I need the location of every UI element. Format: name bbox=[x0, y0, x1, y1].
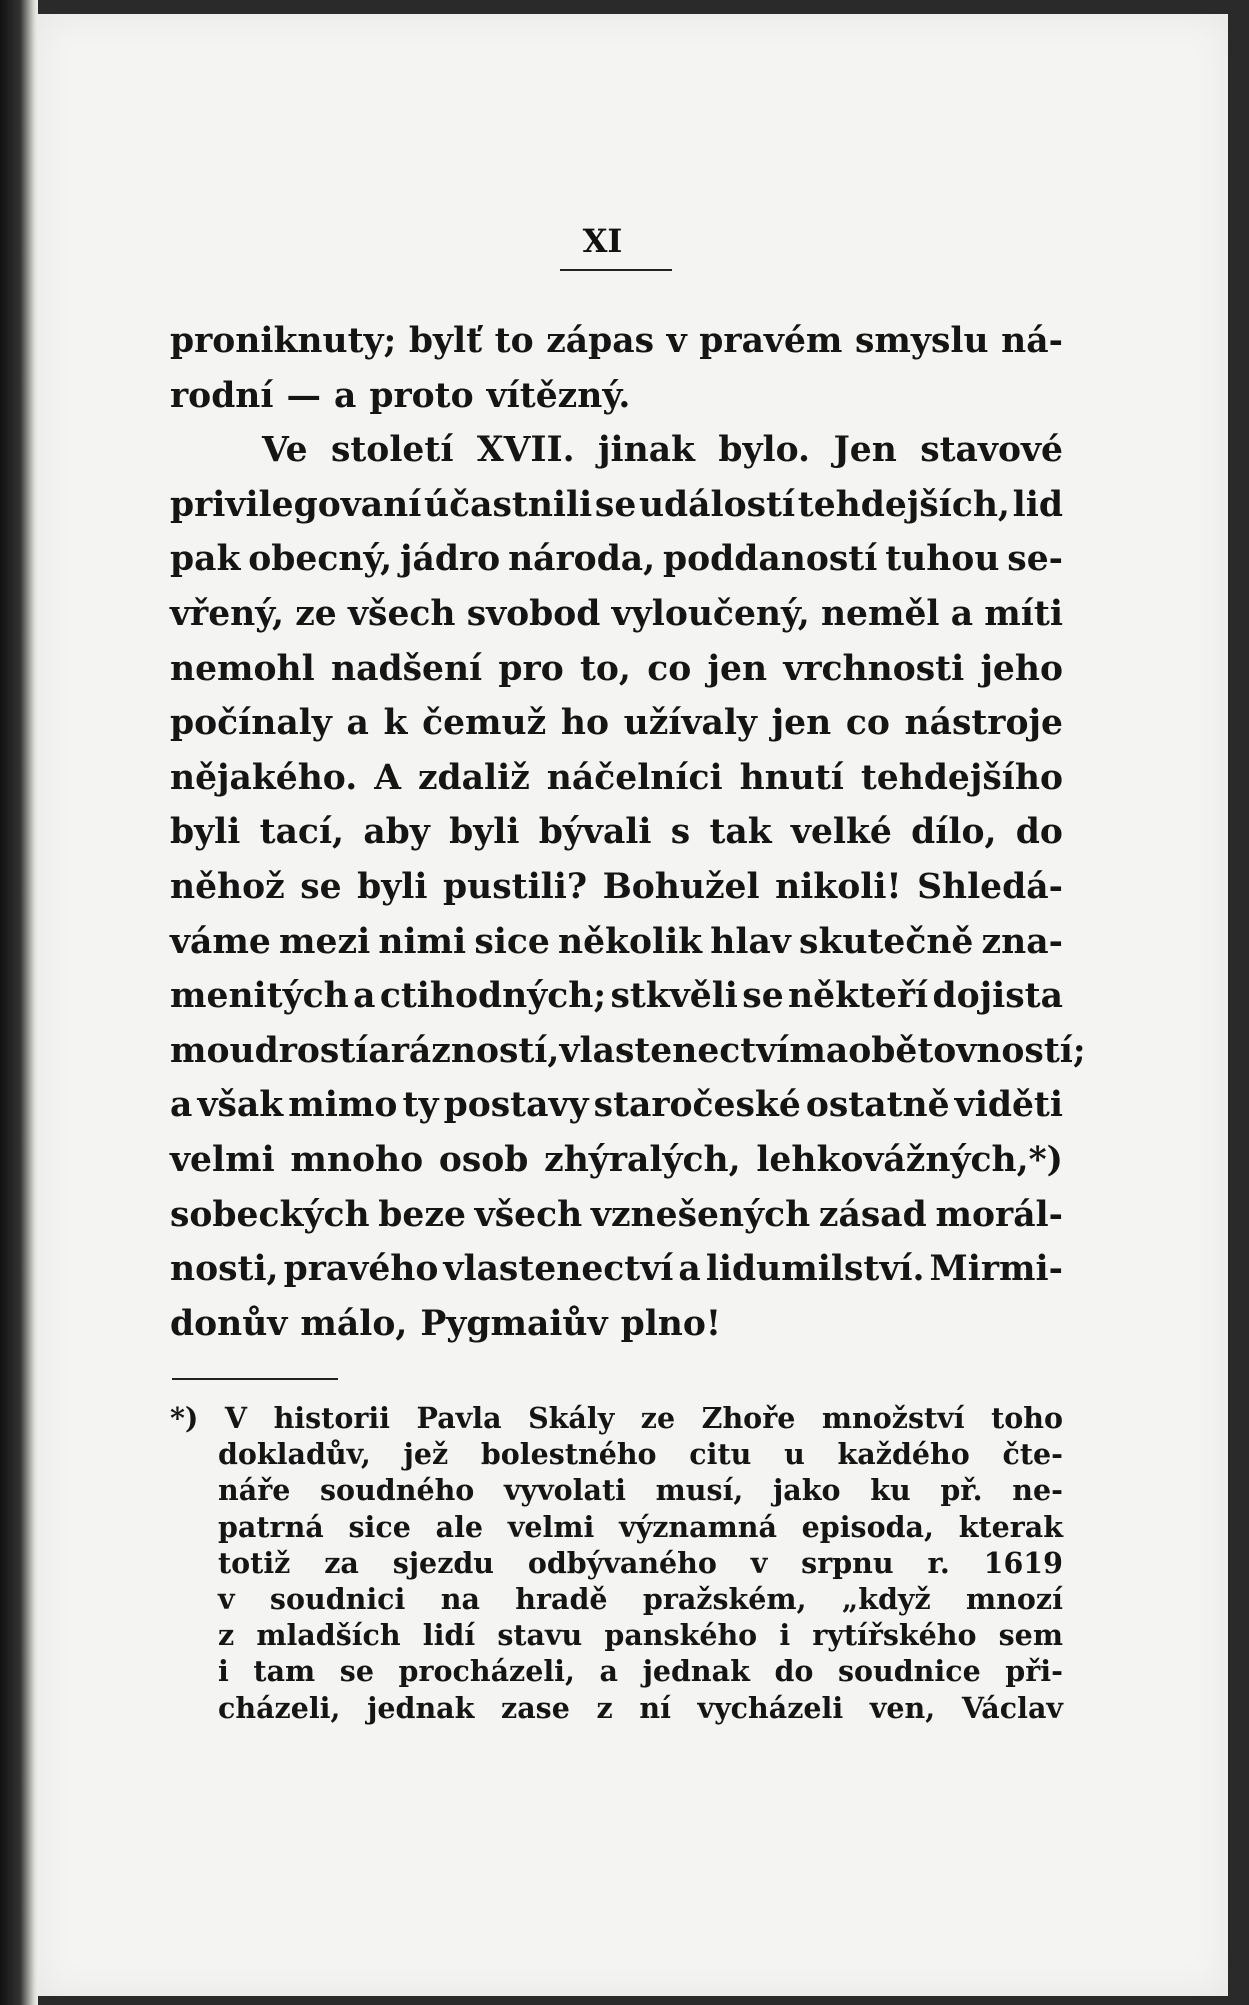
word: zdaliž bbox=[417, 757, 530, 798]
word: *) bbox=[170, 1401, 199, 1435]
word: mnoho bbox=[290, 1139, 424, 1180]
text-line bbox=[170, 1078, 1063, 1133]
word: a bbox=[599, 1654, 618, 1689]
word: zna- bbox=[981, 921, 1063, 962]
word: a bbox=[170, 1085, 193, 1126]
word: ní bbox=[639, 1690, 671, 1725]
word: jednak bbox=[367, 1690, 475, 1725]
word: několik bbox=[558, 921, 703, 962]
word: v bbox=[750, 1545, 768, 1580]
word: ostatně bbox=[805, 1085, 950, 1126]
text-line bbox=[170, 314, 1063, 369]
word: tehdejších, bbox=[797, 484, 1010, 525]
word: stkvěli bbox=[610, 976, 738, 1017]
word: př. bbox=[940, 1473, 983, 1508]
page-number bbox=[0, 222, 1249, 260]
word: historii bbox=[273, 1401, 391, 1435]
word: byli bbox=[357, 866, 428, 907]
word: váme bbox=[170, 921, 271, 962]
word: plno! bbox=[620, 1303, 722, 1344]
word: vřený, bbox=[170, 593, 285, 634]
word: do bbox=[1015, 812, 1063, 853]
main-text bbox=[170, 314, 1086, 1351]
text-line bbox=[170, 369, 1063, 424]
word: vlastenectvím bbox=[559, 1030, 826, 1071]
word: pravého bbox=[283, 1249, 439, 1290]
footnote-line bbox=[218, 1436, 1063, 1472]
word: někteří bbox=[788, 976, 929, 1017]
word: musí, bbox=[655, 1473, 744, 1508]
word: nadšení bbox=[331, 648, 483, 689]
word: neměl bbox=[820, 593, 940, 634]
word: Jen bbox=[833, 430, 897, 471]
word: soudnice bbox=[837, 1654, 981, 1689]
word: hnutí bbox=[739, 757, 844, 798]
word: vycházeli bbox=[697, 1690, 844, 1725]
word: bývali bbox=[538, 812, 652, 853]
word: morál- bbox=[935, 1194, 1063, 1235]
word: Pavla bbox=[416, 1401, 502, 1435]
word: pustili? bbox=[443, 866, 588, 907]
word: událostí bbox=[638, 484, 796, 525]
word: tuhou bbox=[885, 539, 1000, 580]
word: pak bbox=[170, 539, 241, 580]
word: aby bbox=[363, 812, 430, 853]
word: a bbox=[334, 375, 357, 416]
word: V bbox=[224, 1401, 248, 1435]
word: patrná bbox=[218, 1509, 324, 1544]
word: totiž bbox=[218, 1545, 291, 1580]
word: ale bbox=[435, 1509, 484, 1544]
page-number-text: XI bbox=[582, 222, 623, 260]
footnote-line bbox=[170, 1400, 1063, 1436]
word: mimo bbox=[288, 1085, 398, 1126]
word: zase bbox=[501, 1690, 570, 1725]
word: proto bbox=[369, 375, 474, 416]
word: beze bbox=[378, 1194, 466, 1235]
text-line bbox=[170, 1297, 1063, 1352]
word: do bbox=[774, 1654, 814, 1689]
word: všech bbox=[474, 1194, 583, 1235]
word: náčelníci bbox=[546, 757, 723, 798]
word: významná bbox=[619, 1509, 777, 1544]
word: jež bbox=[403, 1437, 449, 1472]
word: r. bbox=[927, 1545, 950, 1580]
footnote-line bbox=[218, 1545, 1063, 1581]
word: tak bbox=[709, 812, 772, 853]
word: rodní bbox=[170, 375, 274, 416]
word: národa, bbox=[508, 539, 656, 580]
word: donův bbox=[170, 1303, 288, 1344]
word: Ve bbox=[262, 430, 308, 471]
word: — bbox=[286, 375, 321, 416]
word: co bbox=[647, 648, 692, 689]
word: mladších bbox=[256, 1618, 401, 1653]
word: proniknuty; bbox=[170, 321, 397, 361]
word: srpnu bbox=[801, 1545, 894, 1580]
word: svobod bbox=[466, 593, 601, 634]
word: toho bbox=[991, 1401, 1063, 1435]
word: velké bbox=[790, 812, 892, 853]
word: to, bbox=[579, 648, 631, 689]
word: ku bbox=[870, 1473, 911, 1508]
word: privilegovaní bbox=[170, 484, 422, 525]
word: vítězný. bbox=[486, 375, 631, 416]
word: se bbox=[594, 484, 637, 525]
footnote-line bbox=[218, 1581, 1063, 1617]
text-line bbox=[170, 1024, 1086, 1079]
word: velmi bbox=[170, 1139, 275, 1180]
word: k bbox=[383, 703, 408, 744]
word: menitých bbox=[170, 976, 349, 1017]
word: rázností, bbox=[390, 1030, 560, 1071]
footnote-line bbox=[218, 1472, 1063, 1508]
word: účastnili bbox=[424, 484, 593, 525]
word: byli bbox=[449, 812, 520, 853]
word: století bbox=[330, 430, 454, 471]
word: sice bbox=[474, 921, 550, 962]
book-gutter bbox=[0, 0, 38, 2005]
word: lehkovážných,*) bbox=[756, 1139, 1063, 1180]
word: osob bbox=[438, 1139, 529, 1180]
word: vlastenectví bbox=[443, 1249, 674, 1290]
word: tací, bbox=[259, 812, 345, 853]
footnote bbox=[170, 1400, 1063, 1726]
text-line bbox=[170, 696, 1063, 751]
word: 1619 bbox=[983, 1545, 1063, 1580]
word: episoda, bbox=[801, 1509, 934, 1544]
word: lidumilství. bbox=[705, 1249, 925, 1290]
word: dílo, bbox=[911, 812, 997, 853]
word: vyvolati bbox=[503, 1473, 626, 1508]
word: i bbox=[779, 1618, 791, 1653]
word: v bbox=[666, 321, 687, 361]
word: pravém bbox=[699, 321, 843, 361]
text-line bbox=[170, 423, 1063, 478]
word: velmi bbox=[507, 1509, 595, 1544]
footnote-line bbox=[218, 1617, 1063, 1653]
text-line bbox=[170, 1242, 1063, 1297]
word: lidí bbox=[422, 1618, 476, 1653]
word: jádro bbox=[400, 539, 501, 580]
word: a bbox=[353, 976, 376, 1017]
word: tam bbox=[253, 1654, 316, 1689]
word: za bbox=[324, 1545, 359, 1580]
word: bolestného bbox=[480, 1437, 657, 1472]
word: dojista bbox=[932, 976, 1063, 1017]
word: a bbox=[678, 1249, 701, 1290]
word: hradě bbox=[515, 1581, 608, 1616]
word: se bbox=[339, 1654, 374, 1689]
word: dokladův, bbox=[218, 1437, 371, 1472]
word: však bbox=[197, 1085, 284, 1126]
word: a bbox=[346, 703, 369, 744]
word: bylť bbox=[408, 321, 483, 361]
word: jen bbox=[771, 703, 832, 744]
footnote-line bbox=[218, 1653, 1063, 1689]
word: zásad bbox=[818, 1194, 927, 1235]
word: jednak bbox=[642, 1654, 750, 1689]
text-line bbox=[170, 751, 1063, 806]
word: zhýralých, bbox=[544, 1139, 741, 1180]
word: ná- bbox=[1001, 321, 1063, 361]
word: XVII. bbox=[476, 430, 575, 471]
word: nosti, bbox=[170, 1249, 279, 1290]
word: jeho bbox=[980, 648, 1063, 689]
word: mnozí bbox=[966, 1581, 1063, 1616]
text-line bbox=[170, 642, 1063, 697]
word: „když bbox=[841, 1581, 931, 1616]
word: Zhoře bbox=[701, 1401, 796, 1435]
word: Mirmi- bbox=[929, 1249, 1063, 1290]
word: ze bbox=[640, 1401, 676, 1435]
word: viděti bbox=[954, 1085, 1063, 1126]
word: sjezdu bbox=[392, 1545, 495, 1580]
word: bylo. bbox=[718, 430, 811, 471]
word: tehdejšího bbox=[860, 757, 1063, 798]
text-line bbox=[170, 478, 1063, 533]
word: stavu bbox=[497, 1618, 583, 1653]
text-line bbox=[170, 587, 1063, 642]
word: množství bbox=[821, 1401, 965, 1435]
word: v bbox=[218, 1581, 235, 1616]
word: jen bbox=[707, 648, 768, 689]
word: procházeli, bbox=[398, 1654, 575, 1689]
word: vznešených bbox=[590, 1194, 811, 1235]
word: náře bbox=[218, 1473, 291, 1508]
word: smyslu bbox=[855, 321, 989, 361]
word: a bbox=[950, 593, 974, 634]
word: se- bbox=[1007, 539, 1063, 580]
word: nimi bbox=[378, 921, 467, 962]
word: nějakého. bbox=[170, 757, 358, 798]
word: a bbox=[368, 1030, 391, 1071]
word: se bbox=[742, 976, 784, 1017]
word: pražském, bbox=[642, 1581, 807, 1616]
word: užívaly bbox=[623, 703, 757, 744]
word: sem bbox=[998, 1618, 1063, 1653]
word: něhož bbox=[170, 866, 285, 907]
word: na bbox=[440, 1581, 480, 1616]
word: kterak bbox=[958, 1509, 1063, 1544]
page-number-rule bbox=[560, 269, 672, 271]
footnote-line bbox=[218, 1690, 1063, 1726]
text-line bbox=[170, 532, 1063, 587]
word: Bohužel bbox=[602, 866, 760, 907]
word: byli bbox=[170, 812, 241, 853]
word: Shledá- bbox=[917, 866, 1063, 907]
word: obecný, bbox=[248, 539, 393, 580]
word: i bbox=[218, 1654, 229, 1689]
word: obětovností; bbox=[848, 1030, 1086, 1071]
word: ze bbox=[295, 593, 337, 634]
word: to bbox=[494, 321, 534, 361]
word: u bbox=[784, 1437, 805, 1472]
word: lid bbox=[1012, 484, 1063, 525]
word: panského bbox=[604, 1618, 758, 1653]
word: málo, bbox=[300, 1303, 408, 1344]
word: cházeli, bbox=[218, 1690, 341, 1725]
text-line bbox=[170, 969, 1063, 1024]
word: odbývaného bbox=[527, 1545, 717, 1580]
word: rytířského bbox=[812, 1618, 977, 1653]
word: z bbox=[218, 1618, 235, 1653]
word: čte- bbox=[1002, 1437, 1063, 1472]
word: nemohl bbox=[170, 648, 315, 689]
word: postavy bbox=[443, 1085, 589, 1126]
word: ven, bbox=[869, 1690, 936, 1725]
word: sice bbox=[348, 1509, 411, 1544]
word: čemuž bbox=[422, 703, 547, 744]
word: ctihodných; bbox=[379, 976, 607, 1017]
word: každého bbox=[837, 1437, 970, 1472]
word: nikoli! bbox=[775, 866, 902, 907]
word: zápas bbox=[546, 321, 655, 361]
word: se bbox=[300, 866, 342, 907]
footnote-line bbox=[218, 1509, 1063, 1545]
word: počínaly bbox=[170, 703, 332, 744]
word: citu bbox=[689, 1437, 752, 1472]
word: Pygmaiův bbox=[420, 1303, 608, 1344]
word: a bbox=[825, 1030, 849, 1071]
word: ho bbox=[560, 703, 609, 744]
word: A bbox=[374, 757, 401, 798]
word: co bbox=[845, 703, 890, 744]
word: ty bbox=[402, 1085, 439, 1126]
word: nástroje bbox=[904, 703, 1063, 744]
word: všech bbox=[347, 593, 456, 634]
word: vrchnosti bbox=[783, 648, 965, 689]
word: jinak bbox=[598, 430, 695, 471]
word: pro bbox=[498, 648, 564, 689]
word: jako bbox=[772, 1473, 841, 1508]
word: stavové bbox=[920, 430, 1063, 471]
word: Skály bbox=[528, 1401, 615, 1435]
word: hlav bbox=[710, 921, 791, 962]
text-line bbox=[170, 860, 1063, 915]
text-line bbox=[170, 915, 1063, 970]
word: z bbox=[596, 1690, 613, 1725]
text-line bbox=[170, 805, 1063, 860]
word: staročeské bbox=[593, 1085, 801, 1126]
word: vyloučený, bbox=[611, 593, 810, 634]
text-line bbox=[170, 1188, 1063, 1243]
word: mezi bbox=[279, 921, 371, 962]
word: sobeckých bbox=[170, 1194, 370, 1235]
word: ne- bbox=[1012, 1473, 1063, 1508]
word: Václav bbox=[961, 1690, 1063, 1725]
word: skutečně bbox=[799, 921, 974, 962]
word: s bbox=[670, 812, 691, 853]
footnote-rule bbox=[172, 1378, 338, 1380]
word: poddaností bbox=[663, 539, 878, 580]
word: míti bbox=[984, 593, 1063, 634]
word: soudného bbox=[320, 1473, 475, 1508]
text-line bbox=[170, 1133, 1063, 1188]
word: soudnici bbox=[269, 1581, 406, 1616]
word: při- bbox=[1005, 1654, 1063, 1689]
word: moudrostí bbox=[170, 1030, 369, 1071]
